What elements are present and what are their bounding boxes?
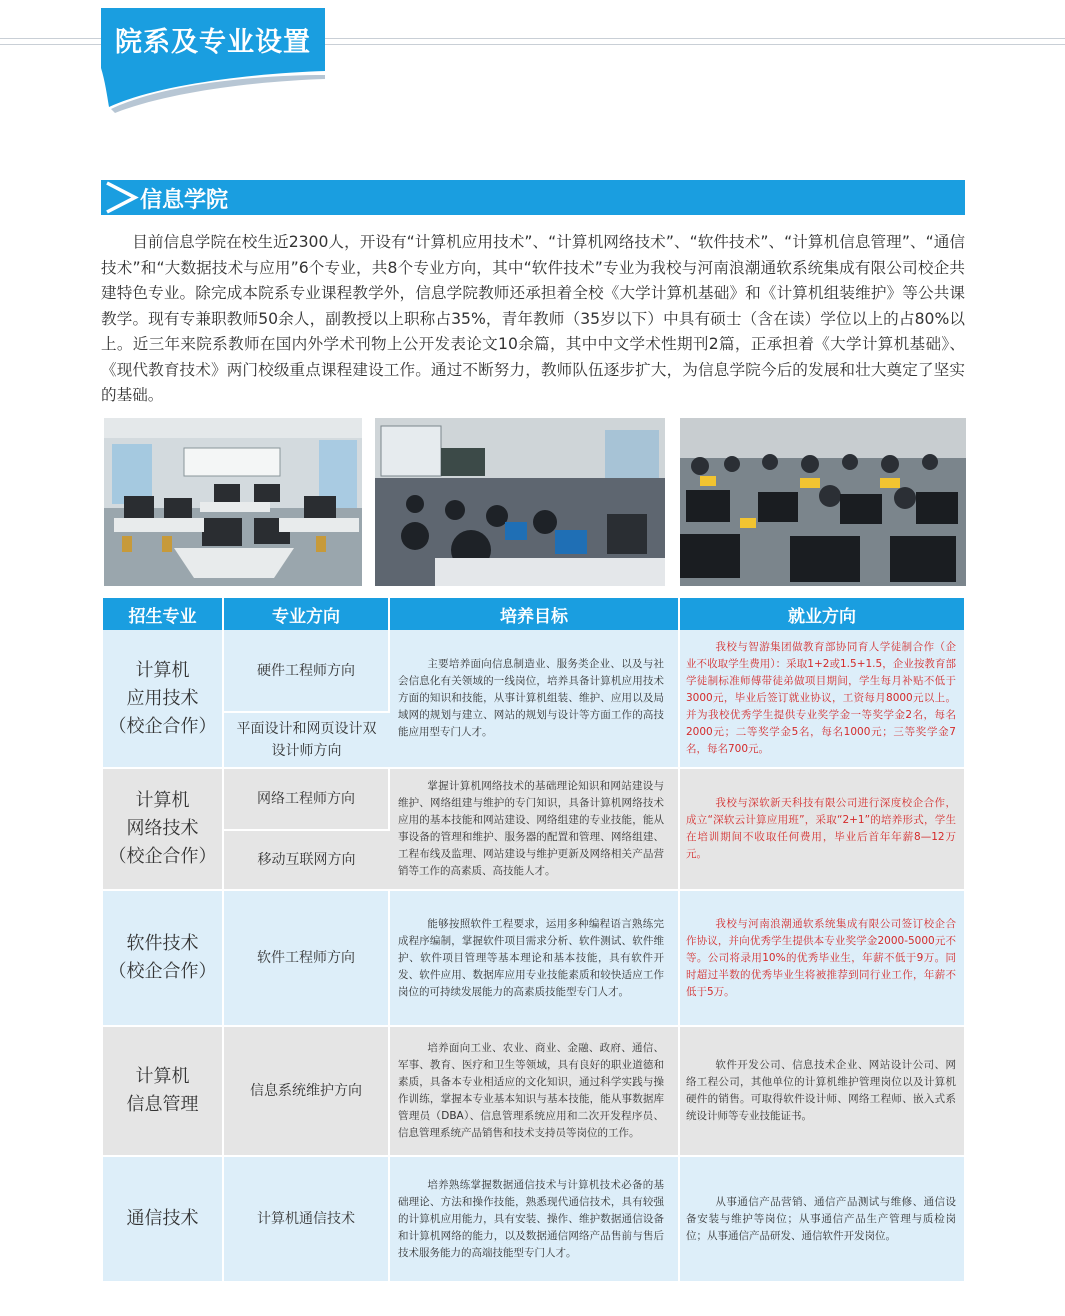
direction-cell: 计算机通信技术 xyxy=(223,1156,389,1282)
goal-cell: 掌握计算机网络技术的基础理论知识和网站建设与维护、网络组建与维护的专门知识，具备计算机网络技术应用的基本技能和网站建设、网络组建的专业技能，能从事设备的管理和维护、服务器的配置和管理、网络组建、工程布线及监理、网站建设与维护更新及网络相关产品营销等工作的高素质、高技能人才。 xyxy=(389,768,679,890)
section-title: 信息学院 xyxy=(140,188,229,213)
table-row xyxy=(103,630,964,712)
employment-cell: 我校与河南浪潮通软系统集成有限公司签订校企合作协议，并向优秀学生提供本专业奖学金2000-5000元不等。公司将录用10%的优秀毕业生，年薪不低于9万。同时超过半数的优秀毕业生将被推荐到同行业工作，年薪不低于5万。 xyxy=(679,890,964,1026)
photo-computer-lab-empty xyxy=(104,418,362,586)
goal-cell: 培养熟练掌握数据通信技术与计算机技术必备的基础理论、方法和操作技能，熟悉现代通信技术，具有较强的计算机应用能力，具有安装、操作、维护数据通信设备和计算机网络的能力，以及数据通信网络产品售前与售后技术服务能力的高端技能型专门人才。 xyxy=(389,1156,679,1282)
goal-cell: 能够按照软件工程要求，运用多种编程语言熟练完成程序编制，掌握软件项目需求分析、软件测试、软件维护、软件项目管理等基本理论和基本技能，具有软件开发、软件应用、数据库应用专业技能素质和较快适应工作岗位的可持续发展能力的高素质技能型专门人才。 xyxy=(389,890,679,1026)
photo-students-at-computers xyxy=(680,418,966,586)
major-cell: 软件技术 （校企合作） xyxy=(103,890,223,1026)
table-row xyxy=(103,890,964,1026)
header-cell-goal: 培养目标 xyxy=(389,598,679,630)
direction-cell: 信息系统维护方向 xyxy=(223,1026,389,1156)
table-row xyxy=(103,1026,964,1156)
direction-cell: 平面设计和网页设计双设计师方向 xyxy=(223,712,389,768)
chevron-right-icon xyxy=(101,180,141,215)
direction-cell: 硬件工程师方向 xyxy=(223,630,389,712)
page-title: 院系及专业设置 xyxy=(115,27,311,58)
major-cell: 计算机 网络技术 （校企合作） xyxy=(103,768,223,890)
table-row xyxy=(103,1156,964,1282)
employment-cell: 我校与智游集团做教育部协同育人学徒制合作（企业不收取学生费用）：采取1+2或1.5+1.5，企业按教育部学徒制标准师傅带徒弟做项目期间，学生每月补贴不低于3000元，毕业后签订就业协议，工资每月8000元以上。并为我校优秀学生提供专业奖学金一等奖学金2名，每名2000元；二等奖学金5名，每名1000元；三等奖学金7名，每名700元。 xyxy=(679,630,964,768)
employment-cell: 软件开发公司、信息技术企业、网站设计公司、网络工程公司，其他单位的计算机维护管理岗位以及计算机硬件的销售。可取得软件设计师、网络工程师、嵌入式系统设计师等专业技能证书。 xyxy=(679,1026,964,1156)
table-row xyxy=(103,768,964,830)
major-cell: 计算机 应用技术 （校企合作） xyxy=(103,630,223,768)
direction-cell: 移动互联网方向 xyxy=(223,830,389,890)
direction-cell: 网络工程师方向 xyxy=(223,768,389,830)
employment-cell: 我校与深软新天科技有限公司进行深度校企合作，成立“深软云计算应用班”，采取“2+1”的培养形式，学生在培训期间不收取任何费用，毕业后首年年薪8—12万元。 xyxy=(679,768,964,890)
banner-swoosh-decoration xyxy=(101,55,325,115)
goal-cell: 培养面向工业、农业、商业、金融、政府、通信、军事、教育、医疗和卫生等领域，具有良好的职业道德和素质，具备本专业相适应的文化知识，通过科学实践与操作训练，掌握本专业基本知识与基本技能，能从事数据库管理员（DBA）、信息管理系统应用和二次开发程序员、信息管理系统产品销售和技术支持员等岗位的工作。 xyxy=(389,1026,679,1156)
photo-computer-class xyxy=(375,418,665,586)
header-cell-employment: 就业方向 xyxy=(679,598,964,630)
goal-cell: 主要培养面向信息制造业、服务类企业、以及与社会信息化有关领域的一线岗位，培养具备计算机应用技术方面的知识和技能，从事计算机组装、维护、应用以及局域网的规划与建立、网站的规划与设计等方面工作的高技能应用型专门人才。 xyxy=(389,630,679,768)
intro-paragraph: 目前信息学院在校生近2300人，开设有“计算机应用技术”、“计算机网络技术”、“软件技术”、“计算机信息管理”、“通信技术”和“大数据技术与应用”6个专业，共8个专业方向，其中“软件技术”专业为我校与河南浪潮通软系统集成有限公司校企共建特色专业。除完成本院系专业课程教学外，信息学院教师还承担着全校《大学计算机基础》和《计算机组装维护》等公共课教学。现有专兼职教师50余人，副教授以上职称占35%，青年教师（35岁以下）中具有硕士（含在读）学位以上的占80%以上。近三年来院系教师在国内外学术刊物上公开发表论文10余篇，其中中文学术性期刊2篇，正承担着《大学计算机基础》、《现代教育技术》两门校级重点课程建设工作。通过不断努力，教师队伍逐步扩大，为信息学院今后的发展和壮大奠定了坚实的基础。 xyxy=(101,233,965,404)
major-cell: 计算机 信息管理 xyxy=(103,1026,223,1156)
majors-table xyxy=(103,598,964,1283)
table-header-row xyxy=(103,598,964,630)
header-cell-direction: 专业方向 xyxy=(223,598,389,630)
header-cell-major: 招生专业 xyxy=(103,598,223,630)
direction-cell: 软件工程师方向 xyxy=(223,890,389,1026)
section-header-bar xyxy=(101,180,965,215)
employment-cell: 从事通信产品营销、通信产品测试与维修、通信设备安装与维护等岗位；从事通信产品生产管理与质检岗位；从事通信产品研发、通信软件开发岗位。 xyxy=(679,1156,964,1282)
major-cell: 通信技术 xyxy=(103,1156,223,1282)
